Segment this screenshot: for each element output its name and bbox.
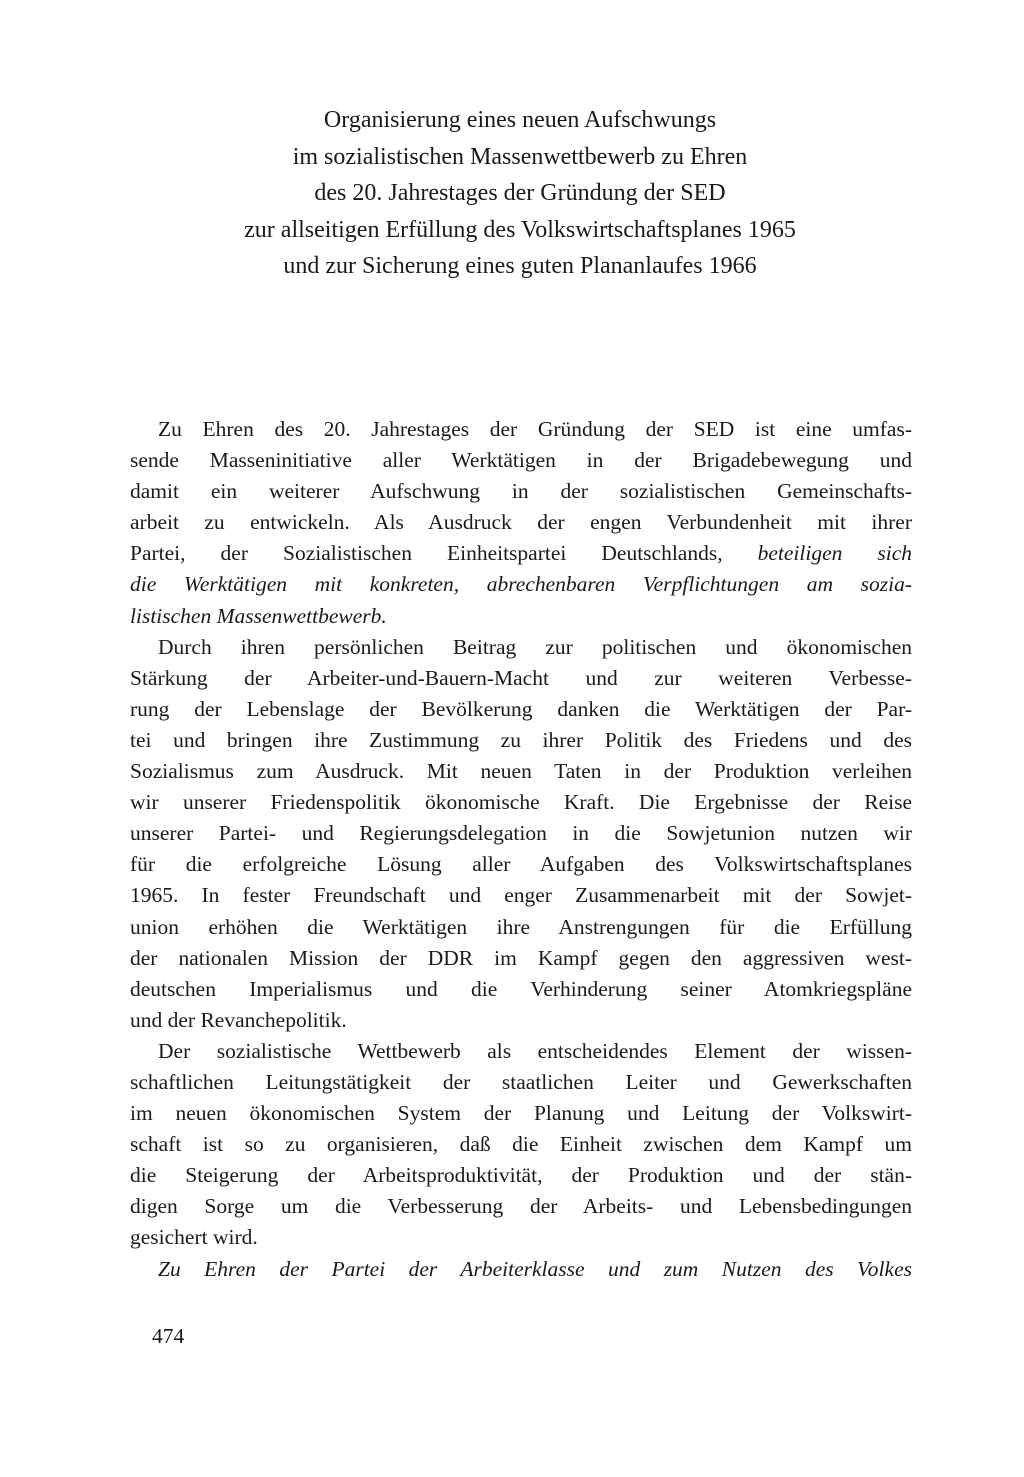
text-line: arbeit zu entwickeln. Als Ausdruck der engen Verbundenheit mit ihrer [130,510,912,535]
text-line-emphasis: listischen Massenwettbewerb. [130,603,387,628]
text-line: sende Masseninitiative aller Werktätigen in der Brigadebewegung und [130,448,912,473]
text-line: und der Revanchepolitik. [130,1007,347,1032]
text-line: Durch ihren persönlichen Beitrag zur politischen und ökonomischen [158,634,912,659]
paragraph-2 [130,632,912,1036]
text-line: der nationalen Mission der DDR im Kampf gegen den aggressiven west- [130,945,912,970]
text-line: wir unserer Friedenspolitik ökonomische Kraft. Die Ergebnisse der Reise [130,790,912,815]
text-line: Der sozialistische Wettbewerb als entscheidendes Element der wissen- [158,1038,912,1063]
text-line: Sozialismus zum Ausdruck. Mit neuen Taten in der Produktion verleihen [130,759,912,784]
text-line: die Steigerung der Arbeitsproduktivität, der Produktion und der stän- [130,1163,912,1188]
text-line: damit ein weiterer Aufschwung in der sozialistischen Gemeinschafts- [130,479,912,504]
text-line [130,538,912,569]
page-number: 474 [152,1324,185,1348]
text-line: für die erfolgreiche Lösung aller Aufgaben des Volkswirtschaftsplanes [130,852,912,877]
title-line: im sozialistischen Massenwettbewerb zu Ehren [292,143,748,170]
text-line: deutschen Imperialismus und die Verhinderung seiner Atomkriegspläne [130,976,912,1001]
text-line: 1965. In fester Freundschaft und enger Zusammenarbeit mit der Sowjet- [130,883,912,908]
text-line-emphasis: Zu Ehren der Partei der Arbeiterklasse und zum Nutzen des Volkes [158,1256,912,1281]
text-line: rung der Lebenslage der Bevölkerung danken die Werktätigen der Par- [130,696,912,721]
body-text [130,414,912,1285]
emphasis-segment: beteiligen sich [757,541,913,566]
text-line-emphasis: die Werktätigen mit konkreten, abrechenbaren Verpflichtungen am sozia- [130,572,912,597]
text-line: gesichert wird. [130,1225,258,1250]
paragraph-3 [130,1036,912,1254]
paragraph-4 [130,1254,912,1285]
text-line: unserer Partei- und Regierungsdelegation in die Sowjetunion nutzen wir [130,821,912,846]
section-title [140,102,900,285]
text-line: union erhöhen die Werktätigen ihre Anstrengungen für die Erfüllung [130,914,912,939]
text-line: digen Sorge um die Verbesserung der Arbeits- und Lebensbedingungen [130,1194,912,1219]
text-line: im neuen ökonomischen System der Planung und Leitung der Volkswirt- [130,1101,912,1126]
text-segment: Partei, der Sozialistischen Einheitspartei Deutschlands, [130,541,723,566]
title-line: des 20. Jahrestages der Gründung der SED [314,180,726,206]
text-line: schaft ist so zu organisieren, daß die Einheit zwischen dem Kampf um [130,1132,912,1157]
text-line: schaftlichen Leitungstätigkeit der staatlichen Leiter und Gewerkschaften [130,1069,912,1094]
text-line: Zu Ehren des 20. Jahrestages der Gründung der SED ist eine umfas- [158,417,912,441]
title-line: zur allseitigen Erfüllung des Volkswirtschaftsplanes 1965 [244,216,796,243]
paragraph-1 [130,414,912,632]
title-line: und zur Sicherung eines guten Plananlaufes 1966 [283,253,757,279]
text-line: Stärkung der Arbeiter-und-Bauern-Macht und zur weiteren Verbesse- [130,665,912,690]
title-line: Organisierung eines neuen Aufschwungs [323,107,717,133]
text-line: tei und bringen ihre Zustimmung zu ihrer Politik des Friedens und des [130,727,912,752]
